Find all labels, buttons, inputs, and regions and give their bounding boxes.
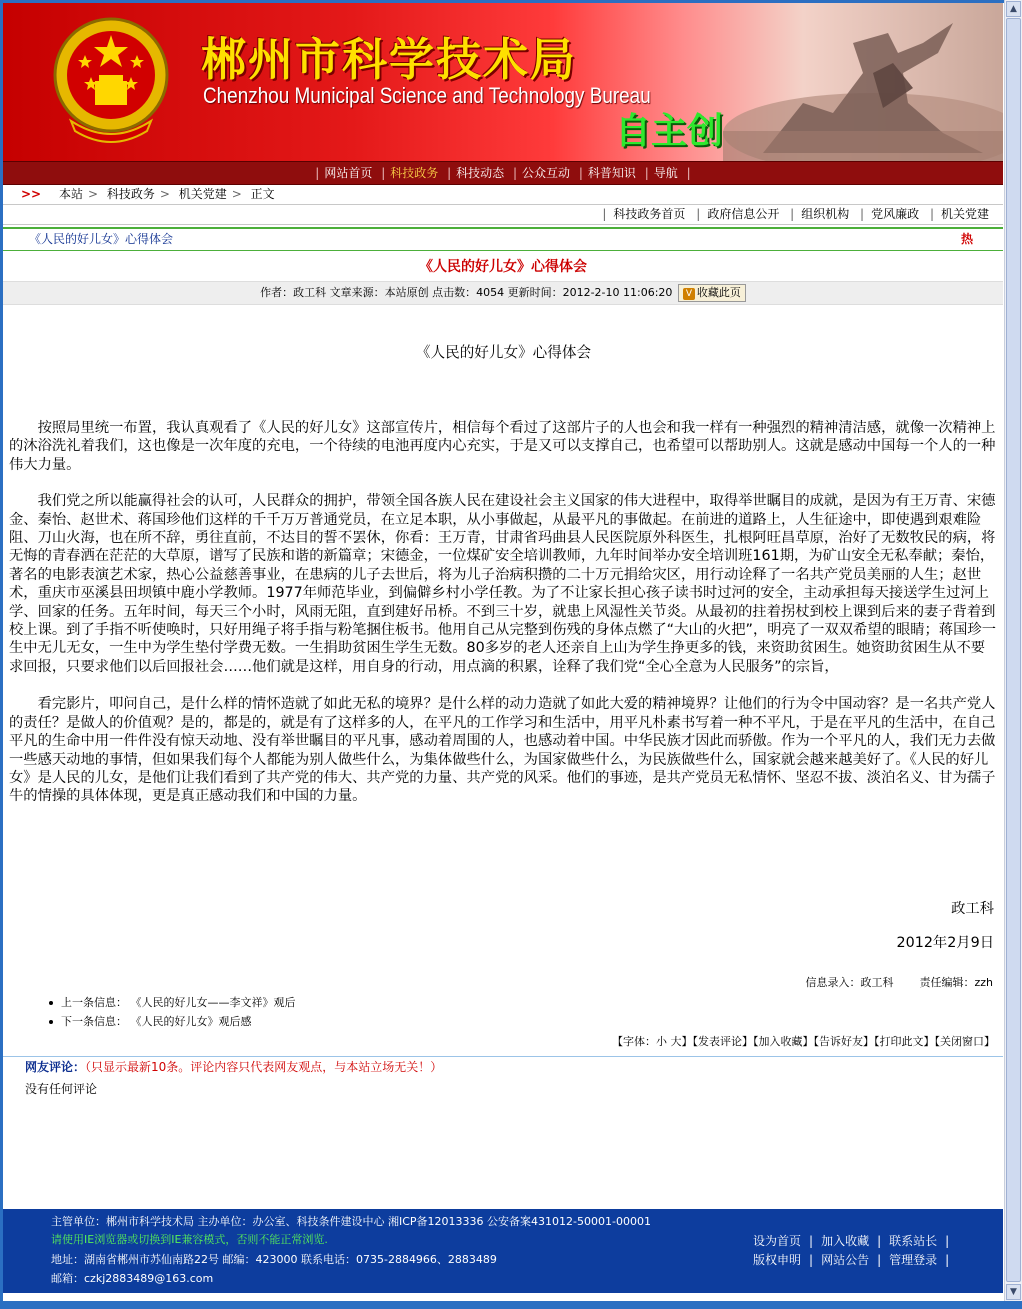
vertical-scrollbar[interactable] — [1004, 0, 1022, 1301]
comments-note: （只显示最新10条。评论内容只代表网友观点，与本站立场无关！） — [85, 1059, 443, 1074]
footer-browser-note: 请使用IE浏览器或切换到IE兼容模式，否则不能正常浏览. — [51, 1233, 328, 1246]
article-paragraph-3: 看完影片，叩问自己，是什么样的情怀造就了如此无私的境界？是什么样的动力造就了如此大爱的精神境界？让他们的行为令中国动容？是一名共产党人的责任？是做人的价值观？是的，都是的，就是有了这样多的人，在平凡的工作学习和生活中，用平凡朴素书写着一种不平凡，于是在平凡的生活中，在自己平凡的生命中用一件件没有惊天动地、没有举世瞩目的平凡事，感动着周围的人，也感动着中国。中华民族才因此而骄傲。作为一个平凡的人，我们无力去做一些感天动地的事情，但如果我们每个人都能为别人做些什么，为集体做些什么，为国家做些什么，为民族做些什么，国家就会越来越美好了。《人民的好儿女》是人民的儿女，是他们让我们看到了共产党的伟大、共产党的力量、共产党的风采。他们的事迹，是共产党员无私情怀、坚忍不拔、淡泊名义、甘为孺子牛的情操的具体体现，更是真正感动我们和中国的力量。 — [9, 696, 996, 805]
article-titlebar — [3, 229, 1003, 250]
nav-home[interactable]: 网站首页 — [324, 166, 373, 180]
nav-guide[interactable]: 导航 — [653, 166, 678, 180]
entry-editor: 责任编辑：zzh — [919, 975, 993, 989]
banner-slogan: 自主创 — [615, 111, 724, 152]
article-body — [3, 343, 1003, 953]
scroll-thumb[interactable] — [1006, 18, 1021, 1282]
tool-tell-friend[interactable]: 【告诉好友】 — [813, 1034, 874, 1048]
article-heading: 《人民的好儿女》心得体会 — [415, 344, 592, 361]
national-emblem-icon — [51, 13, 171, 147]
page — [3, 3, 1003, 1099]
footer-links-row-1: 设为首页 | 加入收藏 | 联系站长 | — [753, 1234, 950, 1248]
scroll-up-icon[interactable]: ▲ — [1006, 1, 1021, 17]
main-nav: | 网站首页 | 科技政务 | 科技动态 | 公众互动 | 科普知识 | 导航 | — [3, 161, 1003, 185]
article-tools — [3, 1032, 1003, 1051]
breadcrumb: >> 本站 > 科技政务 > 机关党建 > 正文 — [3, 185, 1003, 205]
next-article-row — [49, 1012, 1003, 1031]
footer-address: 地址：湖南省郴州市苏仙南路22号 邮编：423000 联系电话：0735-2884966、2883489 — [51, 1253, 497, 1266]
breadcrumb-current: 正文 — [250, 187, 275, 201]
site-banner — [3, 3, 1003, 161]
tool-post-comment[interactable]: 【发表评论】 — [692, 1034, 753, 1048]
footer-sponsor: 主管单位：郴州市科学技术局 主办单位：办公室、科技条件建设中心 湘ICP备12013336 公安备案431012-50001-00001 — [51, 1215, 651, 1228]
nav-sci-news[interactable]: 科技动态 — [456, 166, 505, 180]
site-title: 郴州市科学技术局 — [201, 33, 578, 86]
breadcrumb-sci-gov[interactable]: 科技政务 — [106, 187, 155, 201]
comments-header — [3, 1056, 1003, 1077]
entry-info — [3, 975, 1003, 991]
breadcrumb-home[interactable]: 本站 — [58, 187, 83, 201]
double-chevron-icon: >> — [21, 187, 42, 201]
subnav-integrity[interactable]: 党风廉政 — [871, 207, 920, 221]
sub-nav: | 科技政务首页 | 政府信息公开 | 组织机构 | 党风廉政 | 机关党建 — [3, 205, 1003, 225]
subnav-party[interactable]: 机关党建 — [940, 207, 989, 221]
statue-image — [723, 13, 1003, 161]
footer-contact[interactable]: 联系站长 — [889, 1234, 938, 1248]
tool-close-window[interactable]: 【关闭窗口】 — [934, 1034, 995, 1048]
comments-label: 网友评论： — [25, 1059, 86, 1074]
footer-email: 邮箱：czkj2883489@163.com — [51, 1272, 214, 1285]
titlebar-title: 《人民的好儿女》心得体会 — [29, 232, 174, 246]
article-meta-text: 作者：政工科 文章来源：本站原创 点击数：4054 更新时间：2012-2-10 11:06:20 — [260, 286, 673, 299]
subnav-org[interactable]: 组织机构 — [801, 207, 850, 221]
footer-add-favorite[interactable]: 加入收藏 — [821, 1234, 870, 1248]
article-paragraph-1: 按照局里统一布置，我认真观看了《人民的好儿女》这部宣传片，相信每个看过了这部片子的人也会和我一样有一种强烈的精神清洁感，就像一次精神上的沐浴洗礼着我们，这也像是一次年度的充电，一个待续的电池再度内心充实，于是又可以支撑自己，也希望可以帮助别人。这就是感动中国每一个人的一种伟大力量。 — [9, 420, 996, 473]
bookmark-button[interactable] — [678, 284, 746, 302]
breadcrumb-party[interactable]: 机关党建 — [178, 187, 227, 201]
footer-copyright[interactable]: 版权申明 — [753, 1253, 802, 1267]
scroll-down-icon[interactable]: ▼ — [1006, 1284, 1021, 1300]
subnav-info-public[interactable]: 政府信息公开 — [707, 207, 780, 221]
nav-popular-science[interactable]: 科普知识 — [587, 166, 636, 180]
article-meta — [3, 281, 1003, 305]
bullet-icon — [49, 1020, 53, 1024]
footer-set-home[interactable]: 设为首页 — [753, 1234, 802, 1248]
site-subtitle: Chenzhou Municipal Science and Technology Bureau — [203, 83, 651, 108]
nav-sci-gov[interactable]: 科技政务 — [390, 166, 439, 180]
footer-links-row-2: 版权申明 | 网站公告 | 管理登录 | — [753, 1253, 950, 1267]
footer-announcement[interactable]: 网站公告 — [821, 1253, 870, 1267]
prev-article-link[interactable]: 上一条信息： 《人民的好儿女——李文祥》观后 — [61, 995, 296, 1009]
tool-print[interactable]: 【打印此文】 — [874, 1034, 935, 1048]
article-date: 2012年2月9日 — [896, 935, 994, 952]
bookmark-icon: V — [683, 288, 695, 300]
bullet-icon — [49, 1001, 53, 1005]
next-article-link[interactable]: 下一条信息： 《人民的好儿女》观后感 — [61, 1014, 252, 1028]
entry-recorder: 信息录入：政工科 — [805, 975, 894, 989]
comments-empty: 没有任何评论 — [25, 1081, 98, 1096]
subnav-gov-home[interactable]: 科技政务首页 — [613, 207, 686, 221]
divider — [3, 250, 1003, 251]
hot-badge: 热 — [960, 232, 973, 246]
site-footer — [3, 1209, 1003, 1293]
window-frame-bottom — [0, 1301, 1022, 1309]
article-title: 《人民的好儿女》心得体会 — [419, 259, 587, 275]
prev-next-links — [3, 993, 1003, 1031]
article-paragraph-2: 我们党之所以能赢得社会的认可，人民群众的拥护，带领全国各族人民在建设社会主义国家的伟大进程中，取得举世瞩目的成就，是因为有王万青、宋德金、秦怡、赵世术、蒋国珍他们这样的千千万万普通党员，在立足本职，从小事做起，从最平凡的事做起。在前进的道路上，人生征途中，即使遇到艰难险阻、刀山火海，也在所不辞，勇往直前，不达目的誓不罢休，你看：王万青，甘肃省玛曲县人民医院原外科医生，扎根阿旺昌草原，治好了无数牧民的病，将无悔的青春洒在茫茫的大草原，谱写了民族和谐的新篇章；宋德金，一位煤矿安全培训教师，九年时间举办安全培训班161期，为矿山安全无私奉献；秦怡，著名的电影表演艺术家，热心公益慈善事业，在患病的儿子去世后，将为儿子治病积攒的二十万元捐给灾区，用行动诠释了一名共产党员美丽的人生；赵世术，重庆市巫溪县田坝镇中鹿小学教师。1977年师范毕业，到偏僻乡村小学任教。为了不让家长担心孩子读书时过河的安全，主动承担每天接送学生过河上学、回家的任务。五年时间，每天三个小时，风雨无阻，直到建好吊桥。不到三十岁，就患上风湿性关节炎。从最初的拄着拐杖到校上课到后来的妻子背着到校上课。到了手指不听使唤时，只好用绳子将手指与粉笔捆住板书。他用自己从完整到伤残的身体点燃了“大山的火把”，明亮了一双双希望的眼睛；蒋国珍一生中无儿无女，一生中为学生垫付学费无数。一生捐助贫困生学生无数。80多岁的老人还亲自上山为学生挣更多的钱，来资助贫困生。她资助贫困生从不要求回报，只要求他们以后回报社会……他们就是这样，用自身的行动，用点滴的积累，诠释了我们党“全心全意为人民服务”的宗旨， — [9, 493, 996, 675]
tool-font-size[interactable]: 【字体：小 大】 — [612, 1034, 693, 1048]
tool-add-favorite[interactable]: 【加入收藏】 — [753, 1034, 814, 1048]
footer-admin-login[interactable]: 管理登录 — [889, 1253, 938, 1267]
prev-article-row — [49, 993, 1003, 1012]
article-signature: 政工科 — [951, 900, 994, 917]
nav-public-interaction[interactable]: 公众互动 — [522, 166, 571, 180]
bookmark-label: 收藏此页 — [696, 286, 741, 299]
